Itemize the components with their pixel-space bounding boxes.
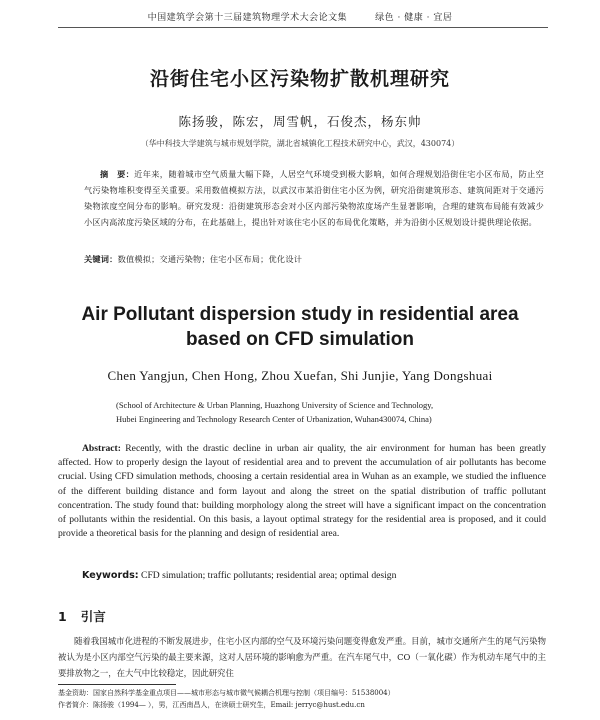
- chinese-abstract: [84, 166, 544, 230]
- header-rule: [58, 27, 548, 28]
- english-title-line2: based on CFD simulation: [185, 329, 415, 350]
- english-abstract: [58, 442, 546, 541]
- footnotes: [58, 687, 546, 711]
- chinese-abstract-text: 近年来，随着城市空气质量大幅下降，人居空气环境受到极大影响，如何合理规划沿街住宅小区布局，防止空气污染物堆积变得至关重要。采用数值模拟方法，以武汉市某沿街住宅小区为例，研究沿街建筑形态、建筑间距对于交通污染物浓度空间分布的影响。研究发现：沿街建筑形态会对小区内部污染物浓度场产生显著影响，合理的建筑布局能有效减少小区内高浓度污染区域的分布，在此基础上，提出针对该住宅小区的布局优化策略，并为沿街小区规划设计提供理论依据。: [84, 169, 544, 227]
- chinese-keywords-label: 关键词：: [84, 254, 118, 264]
- english-title-line1: Air Pollutant dispersion study in residential area: [81, 304, 519, 325]
- english-keywords-label: Keywords:: [82, 570, 139, 581]
- chinese-keywords-text: 数值模拟；交通污染物；住宅小区布局；优化设计: [117, 254, 303, 264]
- footnote-author: 作者简介：陈扬骏（1994— ），男，江西南昌人，在读硕士研究生，Email: jerryc@hust.edu.cn: [58, 701, 365, 709]
- running-head-conference: 中国建筑学会第十三届建筑物理学术大会论文集: [147, 13, 348, 23]
- footnote-rule: [58, 684, 176, 685]
- english-keywords-text: CFD simulation; traffic pollutants; residential area; optimal design: [141, 570, 397, 581]
- footnote-fund: 基金资助：国家自然科学基金重点项目——城市形态与城市微气候耦合机理与控制（项目编号：51538004）: [58, 689, 395, 697]
- english-affiliation-line2: Hubei Engineering and Technology Research Center of Urbanization, Wuhan430074, China): [116, 414, 432, 424]
- english-authors: Chen Yangjun, Chen Hong, Zhou Xuefan, Shi Junjie, Yang Dongshuai: [107, 368, 493, 383]
- chinese-authors: 陈扬骏，陈宏，周雪帆，石俊杰，杨东帅: [178, 114, 422, 129]
- section-number: 1: [58, 609, 67, 624]
- running-head-theme: 绿色 · 健康 · 宜居: [375, 13, 453, 23]
- body-paragraph: 随着我国城市化进程的不断发展进步，住宅小区内部的空气及环境污染问题变得愈发严重。目前，城市交通所产生的尾气污染物被认为是小区内部空气污染的最主要来源，这对人居环境的影响愈为严重。在汽车尾气中，CO（一氧化碳）作为机动车尾气中的主要排放物之一，在大气中比较稳定，因此研究住: [58, 636, 546, 678]
- english-keywords: [82, 570, 546, 581]
- english-affiliation-line1: (School of Architecture & Urban Planning, Huazhong University of Science and Technology,: [116, 400, 434, 410]
- running-head: [60, 10, 540, 23]
- english-abstract-label: Abstract:: [82, 443, 121, 454]
- english-affiliation: [116, 398, 536, 426]
- english-title: [0, 302, 600, 352]
- section-heading: [58, 607, 106, 625]
- english-abstract-text: Recently, with the drastic decline in urban air quality, the air environment for human has been greatly affected. How to properly design the layout of residential area and to prevent the accumulation of air pollutants has become crucial. Using CFD simulation methods, choosing a certain residential area in Wuhan as an example, we studied the influence of the different building distance and form layout and along the street on the spatial distribution of traffic pollutant concentration. The study found that: building morphology along the street will have a significant impact on the concentration of pollutants within the residential. On this basis, a layout optimal strategy for the residential area is proposed, and it could provide a theoretical basis for the planning and design of residential area.: [58, 443, 546, 540]
- chinese-abstract-label: 摘 要：: [100, 169, 135, 179]
- chinese-affiliation: （华中科技大学建筑与城市规划学院，湖北省城镇化工程技术研究中心，武汉，430074）: [140, 139, 460, 148]
- chinese-title: 沿街住宅小区污染物扩散机理研究: [149, 68, 450, 90]
- section-title: 引言: [80, 609, 106, 624]
- chinese-keywords: [84, 254, 544, 265]
